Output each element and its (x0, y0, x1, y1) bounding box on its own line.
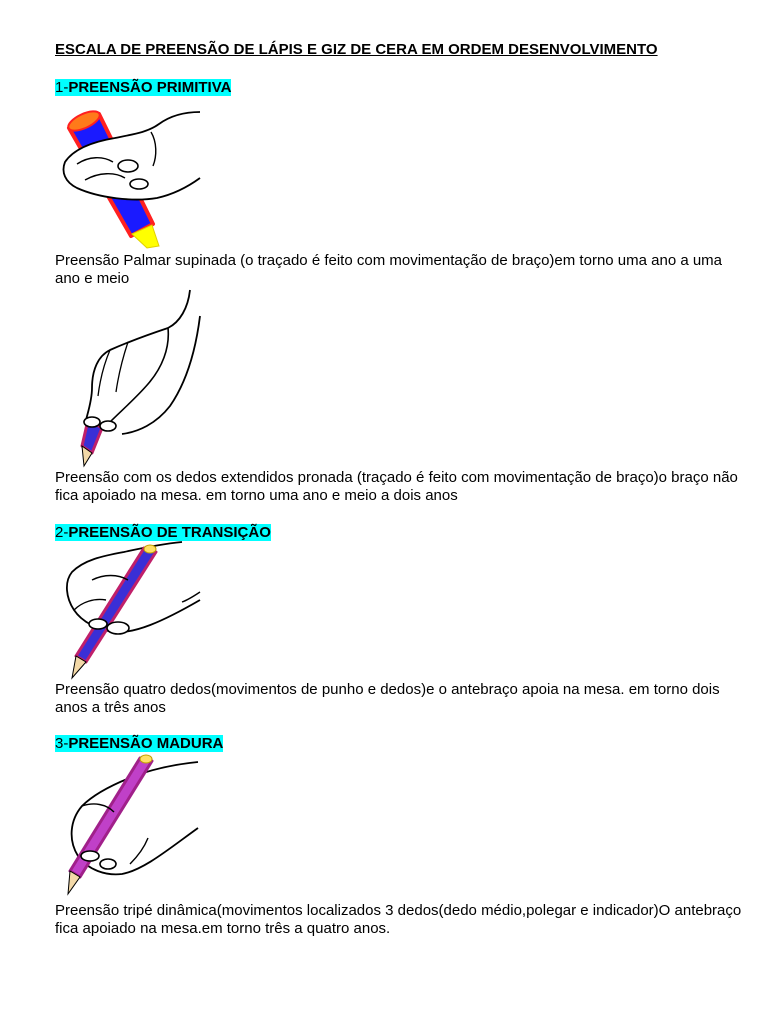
palmar-supinated-grasp-icon (55, 106, 205, 251)
section-heading-label: PREENSÃO MADURA (68, 735, 224, 752)
section-number: 3- (55, 735, 69, 752)
four-finger-grasp-icon (62, 540, 202, 680)
section-heading-primitive (55, 79, 231, 96)
caption-palmar-supinated: Preensão Palmar supinada (o traçado é feito com movimentação de braço)em torno uma ano a uma ano e meio (55, 252, 723, 287)
caption-extended-fingers-pronated: Preensão com os dedos extendidos pronada (traçado é feito com movimentação de braço)o braço não fica apoiado na mesa. em torno uma ano e meio a dois anos (55, 469, 738, 504)
caption-four-finger: Preensão quatro dedos(movimentos de punho e dedos)e o antebraço apoia na mesa. em torno dois anos a três anos (55, 681, 720, 716)
extended-fingers-pronated-grasp-icon (70, 288, 200, 468)
section-number: 1- (55, 79, 69, 96)
section-heading-label: PREENSÃO PRIMITIVA (68, 79, 232, 96)
section-heading-mature (55, 735, 223, 752)
caption-dynamic-tripod: Preensão tripé dinâmica(movimentos localizados 3 dedos(dedo médio,polegar e indicador)O antebraço fica apoiado na mesa.em torno três a quatro anos. (55, 902, 742, 937)
section-number: 2- (55, 524, 69, 541)
page-title: ESCALA DE PREENSÃO DE LÁPIS E GIZ DE CERA EM ORDEM DESENVOLVIMENTO (55, 41, 658, 58)
section-heading-transition (55, 524, 271, 541)
section-heading-label: PREENSÃO DE TRANSIÇÃO (68, 524, 271, 541)
dynamic-tripod-grasp-icon (60, 752, 200, 897)
